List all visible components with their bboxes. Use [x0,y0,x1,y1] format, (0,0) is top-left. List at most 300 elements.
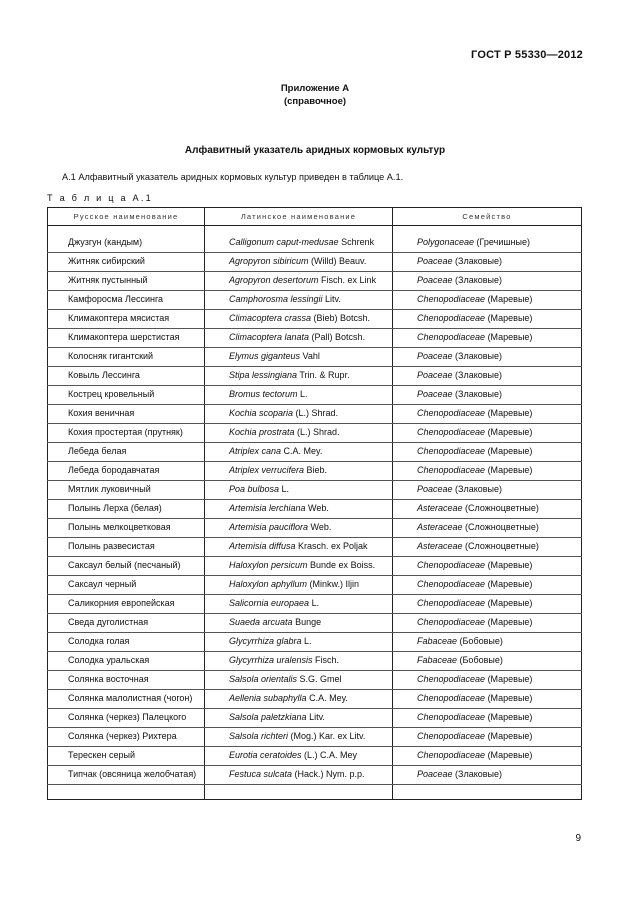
russian-name-cell [48,481,205,500]
latin-name [229,671,388,687]
table-row [48,443,582,462]
family-russian: (Маревые) [485,693,533,703]
latin-author: Schrenk [338,237,375,247]
family-latin: Chenopodiaceae [417,446,486,456]
family-russian: (Маревые) [485,294,533,304]
latin-name-cell [205,500,393,519]
latin-author: (Minkw.) Iljin [307,579,360,589]
family-latin: Chenopodiaceae [417,332,486,342]
latin-name-cell [205,576,393,595]
family-latin: Chenopodiaceae [417,579,486,589]
russian-name: Лебеда бородавчатая [68,465,160,475]
family-name [417,367,577,383]
latin-name-cell [205,614,393,633]
family-cell [393,272,582,291]
russian-name: Саксаул белый (песчаный) [68,560,181,570]
russian-name-cell [48,709,205,728]
family-cell [393,595,582,614]
latin-name [229,576,388,592]
family-name [417,329,577,345]
latin-name-cell [205,519,393,538]
family-russian: (Маревые) [485,598,533,608]
russian-name: Ковыль Лессинга [68,370,140,380]
appendix-label: Приложение А [280,83,350,94]
latin-name [229,538,388,554]
latin-author: (Hack.) Nym. p.p. [292,769,365,779]
russian-name-cell [48,462,205,481]
table-row [48,728,582,747]
latin-name [229,633,388,649]
table-row [48,614,582,633]
table-row [48,519,582,538]
latin-name-cell [205,234,393,253]
latin-species: Artemisia pauciflora [229,522,309,532]
russian-name-cell [48,405,205,424]
russian-name: Полынь мелкоцветковая [68,522,171,532]
latin-name-cell [205,728,393,747]
family-latin: Fabaceae [417,636,458,646]
family-name [417,424,577,440]
table-body [48,226,582,800]
family-name [417,443,577,459]
family-cell [393,671,582,690]
russian-name-cell [48,633,205,652]
latin-name [229,652,388,668]
family-latin: Poaceae [417,256,453,266]
latin-species: Stipa lessingiana [229,370,298,380]
russian-name: Кострец кровельный [68,389,155,399]
family-cell [393,424,582,443]
latin-species: Haloxylon aphyllum [229,579,308,589]
latin-name-cell [205,766,393,785]
family-russian: (Бобовые) [457,655,503,665]
russian-name: Солянка (черкез) Палецкого [68,712,187,722]
family-cell [393,462,582,481]
family-latin: Polygonaceae [417,237,475,247]
latin-species: Suaeda arcuata [229,617,293,627]
latin-species: Haloxylon persicum [229,560,308,570]
russian-name-cell [48,272,205,291]
family-russian: (Маревые) [485,674,533,684]
family-russian: (Бобовые) [457,636,503,646]
family-latin: Poaceae [417,351,453,361]
russian-name: Солодка голая [68,636,130,646]
russian-name: Климакоптера мясистая [68,313,170,323]
russian-name-cell [48,671,205,690]
table-row [48,747,582,766]
latin-name [229,424,388,440]
latin-author: C.A. Mey. [281,446,323,456]
latin-author: L. [301,636,312,646]
latin-name [229,766,388,782]
family-cell [393,690,582,709]
latin-author: Krasch. ex Poljak [295,541,368,551]
family-latin: Poaceae [417,370,453,380]
family-russian: (Маревые) [485,712,533,722]
latin-author: Web. [308,522,332,532]
appendix-heading [0,82,630,108]
family-latin: Poaceae [417,484,453,494]
latin-species: Salsola richteri [229,731,289,741]
family-cell [393,253,582,272]
russian-name-cell [48,576,205,595]
family-russian: (Маревые) [485,427,533,437]
latin-author: Litv. [306,712,325,722]
family-latin: Chenopodiaceae [417,560,486,570]
table-row [48,709,582,728]
latin-author: (Pall) Botcsh. [309,332,366,342]
latin-name-cell [205,386,393,405]
family-latin: Poaceae [417,769,453,779]
latin-species: Salsola orientalis [229,674,298,684]
family-latin: Chenopodiaceae [417,408,486,418]
family-name [417,671,577,687]
family-latin: Chenopodiaceae [417,313,486,323]
latin-name-cell [205,405,393,424]
family-cell [393,500,582,519]
latin-name [229,709,388,725]
table-row [48,329,582,348]
russian-name-cell [48,652,205,671]
latin-author: Vahl [300,351,320,361]
russian-name-cell [48,595,205,614]
family-russian: (Злаковые) [452,370,503,380]
latin-name [229,481,388,497]
family-latin: Chenopodiaceae [417,617,486,627]
latin-name-cell [205,671,393,690]
latin-name-cell [205,367,393,386]
family-cell [393,614,582,633]
family-latin: Chenopodiaceae [417,294,486,304]
russian-name-cell [48,557,205,576]
family-name [417,481,577,497]
table-row [48,481,582,500]
latin-name-cell [205,310,393,329]
family-russian: (Маревые) [485,446,533,456]
russian-name-cell [48,690,205,709]
table-caption: Т а б л и ц а А.1 [47,193,153,203]
family-cell [393,538,582,557]
family-name [417,747,577,763]
russian-name: Кохия веничная [68,408,135,418]
family-russian: (Злаковые) [452,484,503,494]
family-latin: Chenopodiaceae [417,674,486,684]
latin-name [229,443,388,459]
russian-name-cell [48,253,205,272]
russian-name-cell [48,728,205,747]
russian-name: Солодка уральская [68,655,150,665]
russian-name-cell [48,291,205,310]
russian-name-cell [48,329,205,348]
family-name [417,538,577,554]
family-name [417,500,577,516]
russian-name: Солянка (черкез) Рихтера [68,731,177,741]
latin-name [229,291,388,307]
family-cell [393,443,582,462]
family-russian: (Злаковые) [452,351,503,361]
latin-name [229,595,388,611]
latin-species: Agropyron sibiricum [229,256,309,266]
family-latin: Asteraceae [417,541,463,551]
russian-name-cell [48,766,205,785]
family-latin: Chenopodiaceae [417,598,486,608]
family-russian: (Маревые) [485,332,533,342]
latin-species: Calligonum caput-medusae [229,237,339,247]
family-name [417,614,577,630]
latin-name [229,405,388,421]
family-russian: (Маревые) [485,408,533,418]
russian-name: Колосняк гигантский [68,351,154,361]
family-name [417,652,577,668]
latin-author: Bieb. [304,465,328,475]
russian-name: Саксаул черный [68,579,137,589]
family-cell [393,329,582,348]
family-name [417,462,577,478]
latin-author: L. [279,484,290,494]
table-header-row [48,208,582,226]
header-family: Семейство [393,208,582,226]
family-name [417,310,577,326]
latin-name [229,367,388,383]
latin-species: Aellenia subaphylla [229,693,307,703]
family-cell [393,348,582,367]
latin-name [229,519,388,535]
russian-name-cell [48,367,205,386]
table-row [48,291,582,310]
latin-species: Eurotia ceratoides [229,750,302,760]
family-cell [393,234,582,253]
family-latin: Chenopodiaceae [417,712,486,722]
family-cell [393,310,582,329]
latin-species: Bromus tectorum [229,389,298,399]
family-name [417,272,577,288]
table-row [48,424,582,443]
russian-name: Мятлик луковичный [68,484,151,494]
family-cell [393,405,582,424]
family-latin: Chenopodiaceae [417,427,486,437]
family-cell [393,367,582,386]
family-russian: (Гречишные) [474,237,531,247]
standard-designation: ГОСТ Р 55330—2012 [471,49,583,61]
family-russian: (Злаковые) [452,389,503,399]
latin-name-cell [205,443,393,462]
page-number: 9 [575,833,581,844]
latin-author: Fisch. [312,655,340,665]
family-russian: (Сложноцветные) [462,522,539,532]
russian-name: Сведа дуголистная [68,617,149,627]
family-cell [393,652,582,671]
russian-name: Кохия простертая (прутняк) [68,427,183,437]
latin-author: (Mog.) Kar. ex Litv. [288,731,366,741]
family-russian: (Злаковые) [452,275,503,285]
family-name [417,234,577,250]
latin-species: Atriplex verrucifera [229,465,305,475]
family-latin: Chenopodiaceae [417,750,486,760]
latin-species: Kochia scoparia [229,408,294,418]
family-latin: Asteraceae [417,522,463,532]
latin-name [229,557,388,573]
russian-name-cell [48,614,205,633]
latin-name-cell [205,329,393,348]
family-name [417,253,577,269]
latin-author: (L.) C.A. Mey [301,750,358,760]
latin-name [229,462,388,478]
latin-name-cell [205,424,393,443]
family-cell [393,576,582,595]
latin-species: Glycyrrhiza uralensis [229,655,313,665]
russian-name-cell [48,348,205,367]
latin-name [229,747,388,763]
family-name [417,766,577,782]
russian-name: Солянка малолистная (чогон) [68,693,193,703]
family-russian: (Маревые) [485,465,533,475]
latin-species: Climacoptera lanata [229,332,310,342]
family-name [417,595,577,611]
family-latin: Poaceae [417,275,453,285]
family-cell [393,728,582,747]
table-row [48,310,582,329]
russian-name-cell [48,519,205,538]
table-row [48,348,582,367]
latin-name [229,500,388,516]
table-row [48,234,582,253]
table-row [48,671,582,690]
table-row [48,557,582,576]
latin-name [229,386,388,402]
russian-name: Полынь Лерха (белая) [68,503,162,513]
latin-name [229,310,388,326]
family-cell [393,709,582,728]
table-row [48,272,582,291]
latin-species: Glycyrrhiza glabra [229,636,302,646]
russian-name: Полынь развесистая [68,541,155,551]
family-russian: (Маревые) [485,313,533,323]
family-latin: Chenopodiaceae [417,465,486,475]
latin-author: (L.) Shrad. [294,427,340,437]
latin-species: Camphorosma lessingii [229,294,323,304]
latin-name [229,253,388,269]
russian-name-cell [48,424,205,443]
family-name [417,728,577,744]
table-row [48,538,582,557]
latin-species: Artemisia lerchiana [229,503,306,513]
table-row [48,576,582,595]
table-spacer-row [48,226,582,235]
family-cell [393,766,582,785]
family-russian: (Маревые) [485,579,533,589]
latin-name-cell [205,747,393,766]
family-cell [393,557,582,576]
latin-species: Poa bulbosa [229,484,280,494]
family-russian: (Маревые) [485,560,533,570]
latin-name-cell [205,557,393,576]
latin-species: Kochia prostrata [229,427,295,437]
family-cell [393,633,582,652]
latin-name-cell [205,690,393,709]
intro-paragraph: А.1 Алфавитный указатель аридных кормовых культур приведен в таблице А.1. [62,172,404,182]
section-title: Алфавитный указатель аридных кормовых культур [184,145,446,156]
latin-name [229,690,388,706]
family-name [417,405,577,421]
russian-name: Джузгун (кандым) [68,237,143,247]
family-name [417,633,577,649]
russian-name-cell [48,443,205,462]
table-row [48,633,582,652]
russian-name: Лебеда белая [68,446,127,456]
latin-author: Trin. & Rupr. [297,370,350,380]
family-name [417,348,577,364]
table-row [48,253,582,272]
russian-name: Камфоросма Лессинга [68,294,164,304]
latin-author: S.G. Gmel [297,674,342,684]
family-latin: Chenopodiaceae [417,693,486,703]
header-latin-name: Латинское наименование [205,208,393,226]
family-russian: (Сложноцветные) [462,541,539,551]
table-row [48,766,582,785]
table-row [48,405,582,424]
family-name [417,709,577,725]
russian-name: Климакоптера шерстистая [68,332,180,342]
family-name [417,690,577,706]
latin-author: Bunde ex Boiss. [307,560,376,570]
russian-name-cell [48,500,205,519]
latin-author: (L.) Shrad. [293,408,339,418]
latin-author: Web. [305,503,329,513]
russian-name: Житняк пустынный [68,275,148,285]
latin-name [229,728,388,744]
latin-name-cell [205,462,393,481]
latin-name-cell [205,253,393,272]
latin-name-cell [205,481,393,500]
family-name [417,386,577,402]
family-name [417,291,577,307]
table-row [48,500,582,519]
latin-species: Climacoptera crassa [229,313,312,323]
latin-name-cell [205,633,393,652]
latin-author: Fisch. ex Link [318,275,377,285]
latin-name [229,614,388,630]
russian-name: Типчак (овсяница желобчатая) [68,769,197,779]
russian-name-cell [48,386,205,405]
latin-author: L. [309,598,320,608]
family-name [417,557,577,573]
latin-author: Bunge [292,617,322,627]
family-latin: Asteraceae [417,503,463,513]
latin-name-cell [205,291,393,310]
family-cell [393,481,582,500]
table-row [48,367,582,386]
family-russian: (Сложноцветные) [462,503,539,513]
family-latin: Poaceae [417,389,453,399]
table-row [48,652,582,671]
family-cell [393,386,582,405]
latin-species: Festuca sulcata [229,769,293,779]
latin-author: Litv. [322,294,341,304]
russian-name-cell [48,310,205,329]
table-row [48,690,582,709]
table-row [48,462,582,481]
family-russian: (Маревые) [485,731,533,741]
header-russian-name: Русское наименование [48,208,205,226]
latin-name-cell [205,709,393,728]
latin-name-cell [205,272,393,291]
latin-species: Elymus giganteus [229,351,301,361]
family-latin: Fabaceae [417,655,458,665]
table-row [48,386,582,405]
latin-species: Atriplex cana [229,446,282,456]
latin-author: C.A. Mey. [306,693,348,703]
latin-name [229,329,388,345]
